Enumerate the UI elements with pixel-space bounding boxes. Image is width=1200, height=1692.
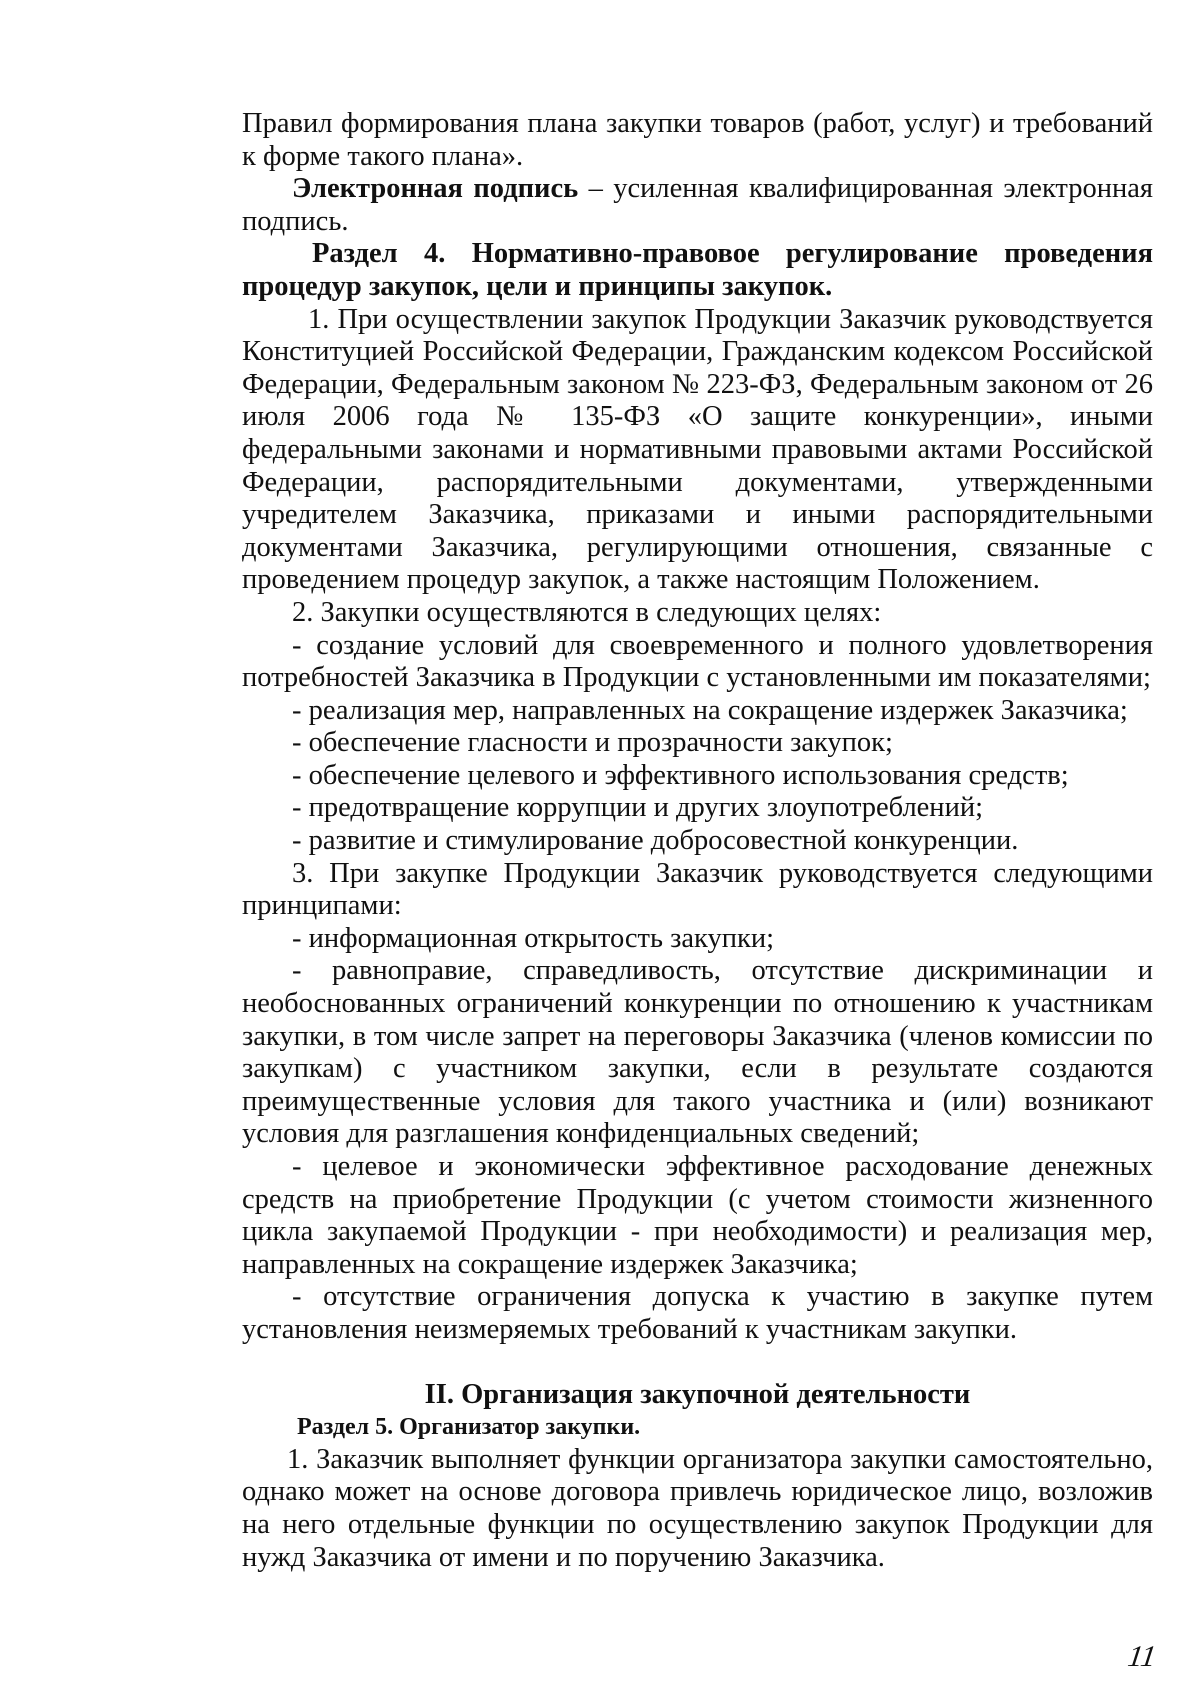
goal-item: - обеспечение гласности и прозрачности закупок; — [292, 727, 893, 759]
goal-item: - развитие и стимулирование добросовестной конкуренции. — [292, 825, 1019, 857]
chapter-2-title: II. Организация закупочной деятельности — [424, 1378, 971, 1410]
section-4-paragraph-3: 3. При закупке Продукции Заказчик руководствуется следующими принципами: — [242, 857, 1153, 922]
section-4-paragraph-1: 1. При осуществлении закупок Продукции Заказчик руководствуется Конституцией Российской Федерации, Гражданским кодексом Российской Федерации, Федеральным законом № 223-ФЗ, Федеральным законом от 26 июля 2006 года № 135-ФЗ «О защите конкуренции», иными федеральными законами и нормативными правовыми актами Российской Федерации, распорядительными документами, утвержденными учредителем Заказчика, приказами и иными распорядительными документами Заказчика, регулирующими отношения, связанные с проведением процедур закупок, а также настоящим Положением. — [242, 303, 1153, 596]
principle-item: - информационная открытость закупки; — [292, 922, 774, 954]
section-4-paragraph-2: 2. Закупки осуществляются в следующих целях: — [292, 596, 882, 628]
document-body — [242, 108, 1153, 1574]
section-5-paragraph-1: 1. Заказчик выполняет функции организатора закупки самостоятельно, однако может на основе договора привлечь юридическое лицо, возложив на него отдельные функции по осуществлению закупок Продукции для нужд Заказчика от имени и по поручению Заказчика. — [242, 1443, 1153, 1573]
goal-item: - обеспечение целевого и эффективного использования средств; — [292, 759, 1069, 791]
definition-paragraph — [242, 173, 1153, 238]
definition-text: – усиленная квалифицированная электронная подпись. — [242, 173, 1153, 237]
section-5-title: Раздел 5. Организатор закупки. — [297, 1414, 641, 1441]
definition-term: Электронная подпись — [292, 173, 579, 205]
page-number: 11 — [1125, 1640, 1159, 1673]
intro-paragraph: Правил формирования плана закупки товаров (работ, услуг) и требований к форме такого плана». — [242, 108, 1153, 172]
principle-item: - отсутствие ограничения допуска к участию в закупке путем установления неизмеряемых требований к участникам закупки. — [242, 1281, 1153, 1345]
principle-item: - равноправие, справедливость, отсутствие дискриминации и необоснованных ограничений конкуренции по отношению к участникам закупки, в том числе запрет на переговоры Заказчика (членов комиссии по закупкам) с участником закупки, если в результате создаются преимущественные условия для такого участника и (или) возникают условия для разглашения конфиденциальных сведений; — [242, 955, 1153, 1150]
section-4-title: Раздел 4. Нормативно-правовое регулирование проведения процедур закупок, цели и принципы закупок. — [242, 238, 1153, 302]
goal-item: - создание условий для своевременного и полного удовлетворения потребностей Заказчика в Продукции с установленными им показателями; — [242, 629, 1153, 694]
principle-item: - целевое и экономически эффективное расходование денежных средств на приобретение Продукции (с учетом стоимости жизненного цикла закупаемой Продукции - при необходимости) и реализация мер, направленных на сокращение издержек Заказчика; — [242, 1151, 1153, 1280]
goal-item: - предотвращение коррупции и других злоупотреблений; — [292, 792, 983, 824]
goal-item: - реализация мер, направленных на сокращение издержек Заказчика; — [292, 694, 1128, 726]
